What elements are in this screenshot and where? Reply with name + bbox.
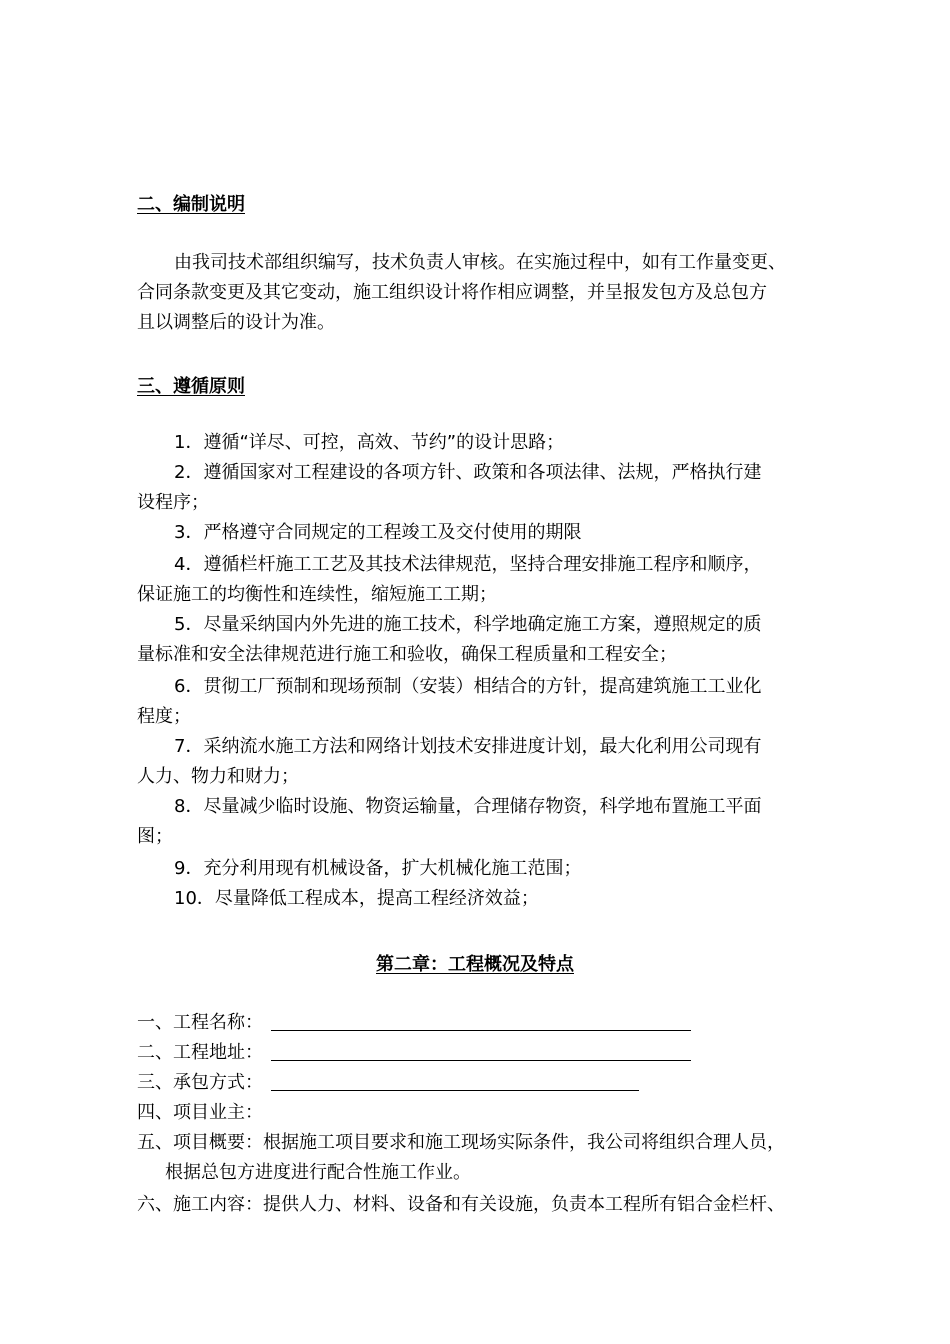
list-item: 6．贯彻工厂预制和现场预制（安装）相结合的方针，提高建筑施工工业化 [174,676,762,697]
section-heading-compilation: 二、编制说明 [137,194,245,215]
field-project-owner: 四、项目业主： [137,1102,263,1123]
list-item-continuation: 图； [137,826,173,847]
list-item: 4．遵循栏杆施工工艺及其技术法律规范，坚持合理安排施工程序和顺序， [174,554,762,575]
list-item: 7．采纳流水施工方法和网络计划技术安排进度计划，最大化利用公司现有 [174,736,762,757]
list-item-continuation: 设程序； [137,492,209,513]
project-address-blank-line [271,1060,691,1061]
list-item-continuation: 保证施工的均衡性和连续性，缩短施工工期； [137,584,497,605]
list-item: 9．充分利用现有机械设备，扩大机械化施工范围； [174,858,582,879]
project-name-blank-line [271,1030,691,1031]
list-item: 2．遵循国家对工程建设的各项方针、政策和各项法律、法规，严格执行建 [174,462,762,483]
paragraph-line: 合同条款变更及其它变动，施工组织设计将作相应调整，并呈报发包方及总包方 [137,282,767,303]
list-item: 1．遵循“详尽、可控，高效、节约”的设计思路； [174,432,565,453]
list-item-continuation: 量标准和安全法律规范进行施工和验收，确保工程质量和工程安全； [137,644,677,665]
chapter-title: 第二章：工程概况及特点 [376,954,574,975]
field-project-name: 一、工程名称： [137,1012,263,1033]
paragraph-line: 且以调整后的设计为准。 [137,312,335,333]
field-project-summary-continuation: 根据总包方进度进行配合性施工作业。 [165,1162,471,1183]
paragraph-line: 由我司技术部组织编写，技术负责人审核。在实施过程中，如有工作量变更、 [174,252,786,273]
field-project-address: 二、工程地址： [137,1042,263,1063]
list-item: 3．严格遵守合同规定的工程竣工及交付使用的期限 [174,522,582,543]
contract-mode-blank-line [271,1090,639,1091]
section-heading-principles: 三、遵循原则 [137,376,245,397]
list-item-continuation: 人力、物力和财力； [137,766,299,787]
list-item: 10．尽量降低工程成本，提高工程经济效益； [174,888,539,909]
list-item: 5．尽量采纳国内外先进的施工技术，科学地确定施工方案，遵照规定的质 [174,614,762,635]
field-project-summary: 五、项目概要：根据施工项目要求和施工现场实际条件，我公司将组织合理人员， [137,1132,785,1153]
list-item-continuation: 程度； [137,706,191,727]
field-construction-scope: 六、施工内容：提供人力、材料、设备和有关设施，负责本工程所有铝合金栏杆、 [137,1194,785,1215]
list-item: 8．尽量减少临时设施、物资运输量，合理储存物资，科学地布置施工平面 [174,796,762,817]
field-contract-mode: 三、承包方式： [137,1072,263,1093]
